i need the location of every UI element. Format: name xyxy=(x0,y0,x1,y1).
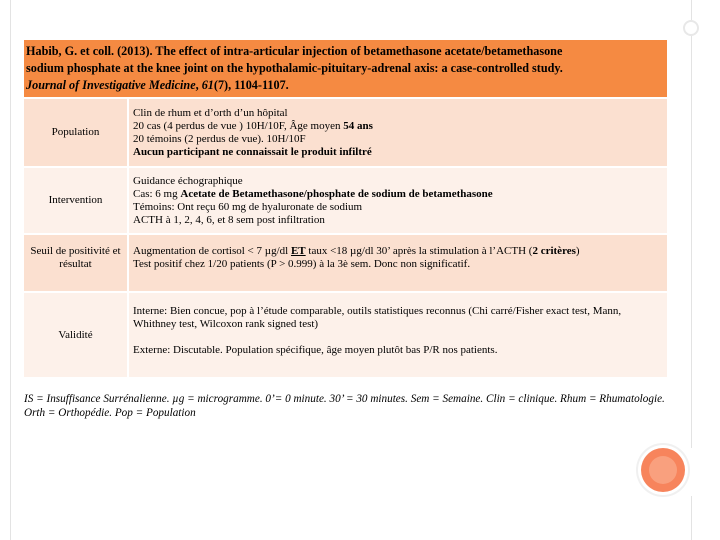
threshold-label-line2: résultat xyxy=(59,258,92,270)
population-age: 54 ans xyxy=(343,119,373,132)
row-value-validity xyxy=(129,291,667,377)
journal-sep: , xyxy=(195,78,202,92)
threshold-line2: Test positif chez 1/20 patients (P > 0.999) à la 3è sem. Donc non significatif. xyxy=(133,258,471,270)
threshold-criteria: 2 critères xyxy=(532,245,576,257)
population-line3: 20 témoins (2 perdus de vue). 10H/10F xyxy=(133,132,306,145)
decorative-circle-bottom xyxy=(641,448,685,492)
journal-name: Journal of Investigative Medicine xyxy=(26,78,196,92)
validity-external: Externe: Discutable. Population spécifique, âge moyen plutôt bas P/R nos patients. xyxy=(133,344,498,356)
intervention-line1: Guidance échographique xyxy=(133,174,243,187)
threshold-label-line1: Seuil de positivité et xyxy=(30,245,121,257)
intervention-line4: ACTH à 1, 2, 4, 6, et 8 sem post infiltration xyxy=(133,213,325,226)
threshold-line1-post: ) xyxy=(575,245,580,257)
footnote: IS = Insuffisance Surrénalienne. µg = microgramme. 0’= 0 minute. 30’ = 30 minutes. Sem = Semaine. Clin = clinique. Rhum = Rhumatologie. Orth = Orthopédie. Pop = Population xyxy=(24,393,665,419)
row-value-intervention xyxy=(129,166,667,233)
frame-line-right xyxy=(691,36,692,448)
population-line2-text: 20 cas (4 perdus de vue ) 10H/10F, Âge moyen xyxy=(133,119,344,132)
table-row-threshold xyxy=(24,233,667,291)
header-journal-line xyxy=(26,77,665,94)
table-row-validity xyxy=(24,291,667,377)
journal-issue-pages: (7), 1104-1107. xyxy=(213,78,289,92)
journal-volume: 61 xyxy=(201,78,214,92)
threshold-line1-mid: taux <18 µg/dl 30’ après la stimulation à l’ACTH ( xyxy=(305,245,533,257)
header-title-line1: Habib, G. et coll. (2013). The effect of intra-articular injection of betamethasone acetate/betamethasone xyxy=(26,44,563,58)
frame-line-right-top xyxy=(691,0,692,20)
row-value-population xyxy=(129,97,667,166)
intervention-line2 xyxy=(133,188,667,201)
row-label-intervention: Intervention xyxy=(24,166,129,233)
intervention-line2-text: Cas: 6 mg xyxy=(133,187,181,200)
header-title-line2: sodium phosphate at the knee joint on the hypothalamic-pituitary-adrenal axis: a case-controlled study. xyxy=(26,61,563,75)
threshold-line1 xyxy=(133,245,667,258)
row-label-validity: Validité xyxy=(24,291,129,377)
frame-line-left xyxy=(10,0,11,540)
intervention-drug: Acetate de Betamethasone/phosphate de sodium de betamethasone xyxy=(180,187,493,200)
table-row-intervention xyxy=(24,166,667,233)
population-line1: Clin de rhum et d’orth d’un hôpital xyxy=(133,106,288,119)
decorative-circle-inner xyxy=(649,456,677,484)
row-value-threshold xyxy=(129,233,667,291)
intervention-line3: Témoins: Ont reçu 60 mg de hyaluronate de sodium xyxy=(133,200,363,213)
threshold-line1-pre: Augmentation de cortisol < 7 µg/dl xyxy=(133,245,291,257)
summary-table xyxy=(24,40,667,377)
frame-line-right-bottom xyxy=(691,496,692,540)
validity-internal: Interne: Bien concue, pop à l’étude comparable, outils statistiques reconnus (Chi carré/Fisher exact test, Mann, Whithney test, Wilcoxon rank signed test) xyxy=(133,305,622,330)
row-label-population: Population xyxy=(24,97,129,166)
row-label-threshold xyxy=(24,233,129,291)
decorative-circle-top xyxy=(683,20,699,36)
threshold-et: ET xyxy=(290,245,306,257)
population-line4: Aucun participant ne connaissait le produit infiltré xyxy=(133,145,372,158)
table-row-population xyxy=(24,97,667,166)
population-line2 xyxy=(133,120,667,133)
table-header xyxy=(24,40,667,97)
